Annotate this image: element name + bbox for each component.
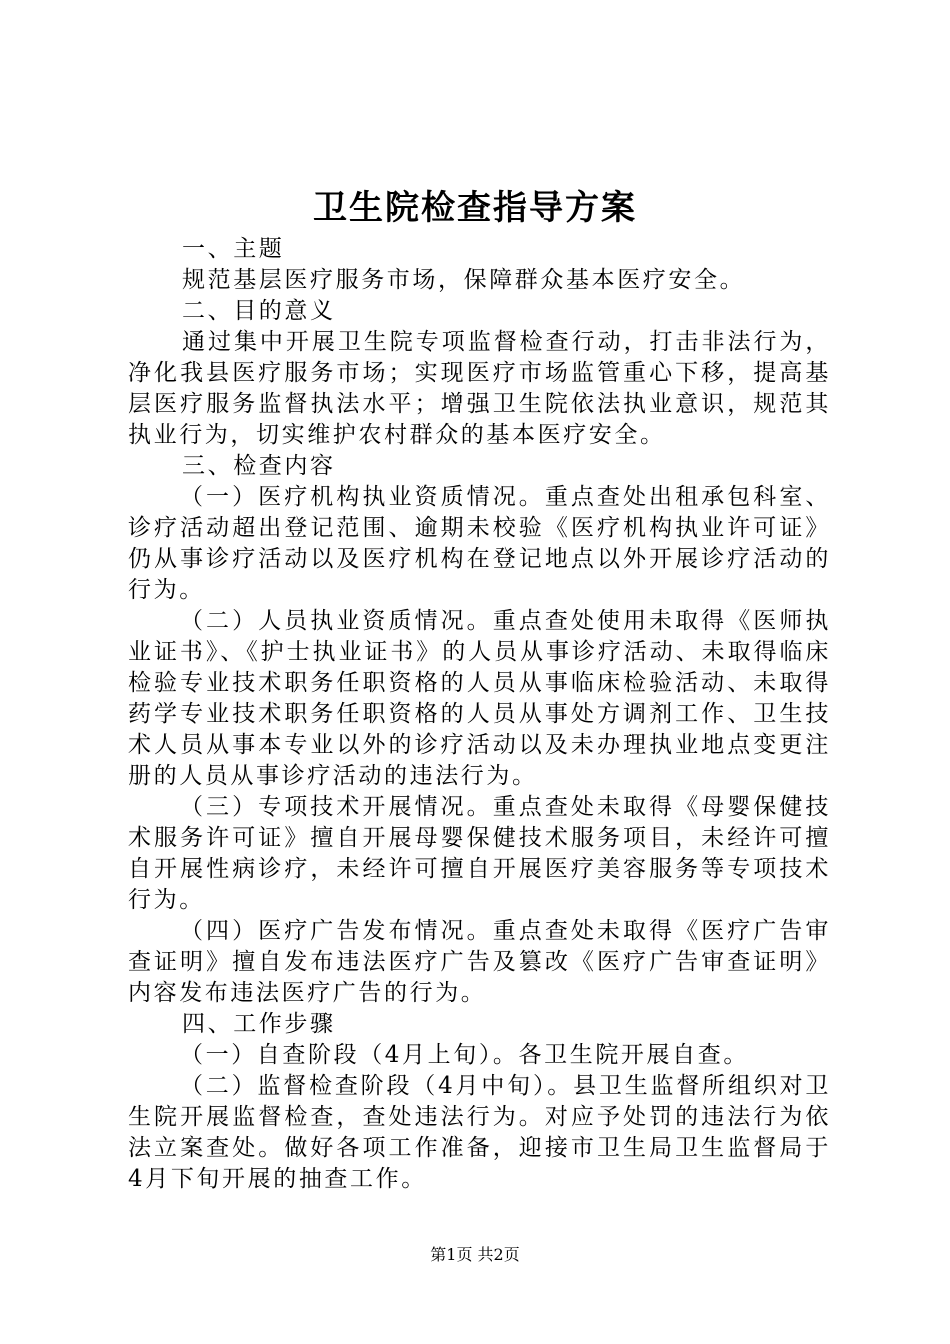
section-heading-purpose: 二、目的意义 bbox=[182, 298, 336, 324]
paragraph-special-techniques: （三）专项技术开展情况。重点查处未取得《母婴保健技术服务许可证》擅自开展母婴保健技术服务项目，未经许可擅自开展性病诊疗，未经许可擅自开展医疗美容服务等专项技术行为。 bbox=[128, 794, 831, 913]
paragraph-supervision-stage: （二）监督检查阶段（4月中旬）。县卫生监督所组织对卫生院开展监督检查，查处违法行为。对应予处罚的违法行为依法立案查处。做好各项工作准备，迎接市卫生局卫生监督局于4月下旬开展的抽查工作。 bbox=[128, 1073, 831, 1192]
page-footer: 第1页 共2页 bbox=[430, 1245, 520, 1264]
document-title: 卫生院检查指导方案 bbox=[313, 188, 637, 228]
section-heading-theme: 一、主题 bbox=[182, 236, 285, 262]
paragraph-self-inspection: （一）自查阶段（4月上旬）。各卫生院开展自查。 bbox=[180, 1042, 749, 1068]
section-heading-work-steps: 四、工作步骤 bbox=[182, 1011, 336, 1037]
section-heading-inspection-content: 三、检查内容 bbox=[182, 453, 336, 479]
paragraph-medical-advertising: （四）医疗广告发布情况。重点查处未取得《医疗广告审查证明》擅自发布违法医疗广告及篡改《医疗广告审查证明》内容发布违法医疗广告的行为。 bbox=[128, 918, 831, 1006]
paragraph-personnel-qualification: （二）人员执业资质情况。重点查处使用未取得《医师执业证书》、《护士执业证书》的人员从事诊疗活动、未取得临床检验专业技术职务任职资格的人员从事临床检验活动、未取得药学专业技术职务任职资格的人员从事处方调剂工作、卫生技术人员从事本专业以外的诊疗活动以及未办理执业地点变更注册的人员从事诊疗活动的违法行为。 bbox=[128, 608, 831, 789]
paragraph-theme: 规范基层医疗服务市场，保障群众基本医疗安全。 bbox=[182, 267, 746, 293]
document-body bbox=[128, 234, 831, 1195]
paragraph-institution-qualification: （一）医疗机构执业资质情况。重点查处出租承包科室、诊疗活动超出登记范围、逾期未校验《医疗机构执业许可证》仍从事诊疗活动以及医疗机构在登记地点以外开展诊疗活动的行为。 bbox=[128, 484, 831, 603]
paragraph-purpose: 通过集中开展卫生院专项监督检查行动，打击非法行为，净化我县医疗服务市场；实现医疗市场监管重心下移，提高基层医疗服务监督执法水平；增强卫生院依法执业意识，规范其执业行为，切实维护农村群众的基本医疗安全。 bbox=[128, 329, 831, 448]
